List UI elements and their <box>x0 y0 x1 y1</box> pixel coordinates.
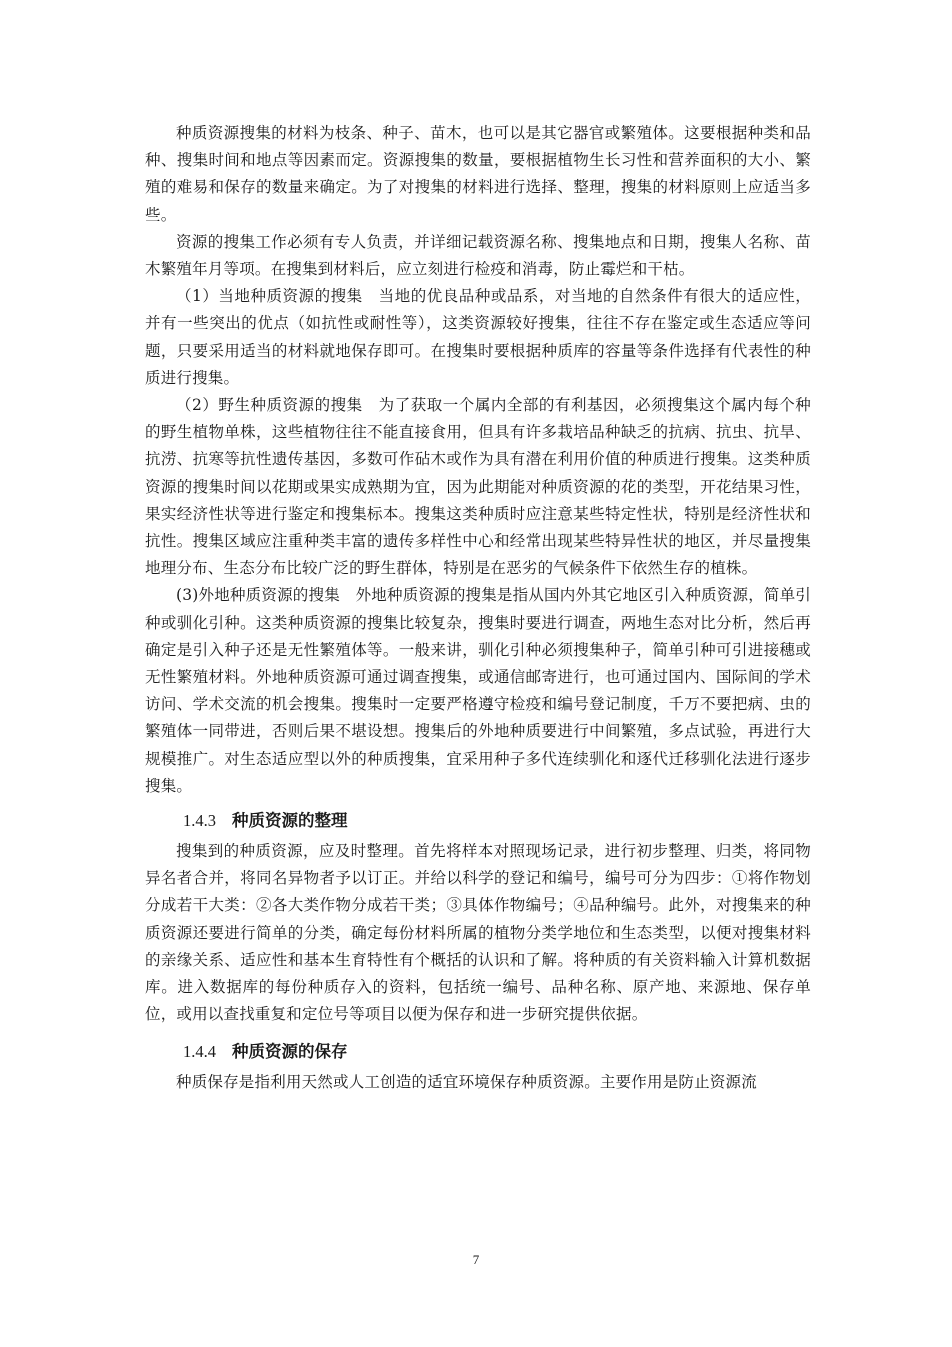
paragraph-foreign-germplasm: (3)外地种质资源的搜集 外地种质资源的搜集是指从国内外其它地区引入种质资源，简单引种或驯化引种。这类种质资源的搜集比较复杂，搜集时要进行调查，两地生态对比分析，然后再确定是引入种子还是无性繁殖体等。一般来讲，驯化引种必须搜集种子，简单引种可引进接穗或无性繁殖材料。外地种质资源可通过调查搜集，或通信邮寄进行，也可通过国内、国际间的学术访问、学术交流的机会搜集。搜集时一定要严格遵守检疫和编号登记制度，千万不要把病、虫的繁殖体一同带进，否则后果不堪设想。搜集后的外地种质要进行中间繁殖，多点试验，再进行大规模推广。对生态适应型以外的种质搜集，宜采用种子多代连续驯化和逐代迁移驯化法进行逐步搜集。 <box>145 586 811 795</box>
section-number: 1.4.3 <box>183 811 216 831</box>
paragraph-local-germplasm: （1）当地种质资源的搜集 当地的优良品种或品系，对当地的自然条件有很大的适应性，并有一些突出的优点（如抗性或耐性等），这类资源较好搜集，往往不存在鉴定或生态适应等问题，只要采用适当的材料就地保存即可。在搜集时要根据种质库的容量等条件选择有代表性的种质进行搜集。 <box>145 287 811 387</box>
paragraph-records: 资源的搜集工作必须有专人负责，并详细记载资源名称、搜集地点和日期，搜集人名称、苗木繁殖年月等项。在搜集到材料后，应立刻进行检疫和消毒，防止霉烂和干枯。 <box>145 232 811 279</box>
section-heading-1-4-4 <box>145 1037 811 1067</box>
paragraph-organization: 搜集到的种质资源，应及时整理。首先将样本对照现场记录，进行初步整理、归类，将同物异名者合并，将同名异物者予以订正。并给以科学的登记和编号，编号可分为四步：①将作物划分成若干大类：②各大类作物分成若干类；③具体作物编号；④品种编号。此外，对搜集来的种质资源还要进行简单的分类，确定每份材料所属的植物分类学地位和生态类型，以便对搜集材料的亲缘关系、适应性和基本生育特性有个概括的认识和了解。将种质的有关资料输入计算机数据库。进入数据库的每份种质存入的资料，包括统一编号、品种名称、原产地、来源地、保存单位，或用以查找重复和定位号等项目以便为保存和进一步研究提供依据。 <box>145 842 811 1024</box>
section-number: 1.4.4 <box>183 1041 216 1061</box>
document-body <box>145 120 811 1096</box>
paragraph-material: 种质资源搜集的材料为枝条、种子、苗木，也可以是其它器官或繁殖体。这要根据种类和品种、搜集时间和地点等因素而定。资源搜集的数量，要根据植物生长习性和营养面积的大小、繁殖的难易和保存的数量来确定。为了对搜集的材料进行选择、整理，搜集的材料原则上应适当多些。 <box>145 124 811 224</box>
paragraph-preservation: 种质保存是指利用天然或人工创造的适宜环境保存种质资源。主要作用是防止资源流 <box>176 1072 757 1091</box>
section-title: 种质资源的整理 <box>232 811 348 831</box>
paragraph-wild-germplasm: （2）野生种质资源的搜集 为了获取一个属内全部的有利基因，必须搜集这个属内每个种的野生植物单株，这些植物往往不能直接食用，但具有许多栽培品种缺乏的抗病、抗虫、抗旱、抗涝、抗寒等抗性遗传基因，多数可作砧木或作为具有潜在利用价值的种质进行搜集。这类种质资源的搜集时间以花期或果实成熟期为宜，因为此期能对种质资源的花的类型，开花结果习性，果实经济性状等进行鉴定和搜集标本。搜集这类种质时应注意某些特定性状，特别是经济性状和抗性。搜集区域应注重种类丰富的遗传多样性中心和经常出现某些特异性状的地区，并尽量搜集地理分布、生态分布比较广泛的野生群体，特别是在恶劣的气候条件下依然生存的植株。 <box>145 396 811 578</box>
section-heading-1-4-3 <box>145 806 811 836</box>
section-title: 种质资源的保存 <box>232 1041 348 1061</box>
page-number: 7 <box>472 1252 480 1267</box>
